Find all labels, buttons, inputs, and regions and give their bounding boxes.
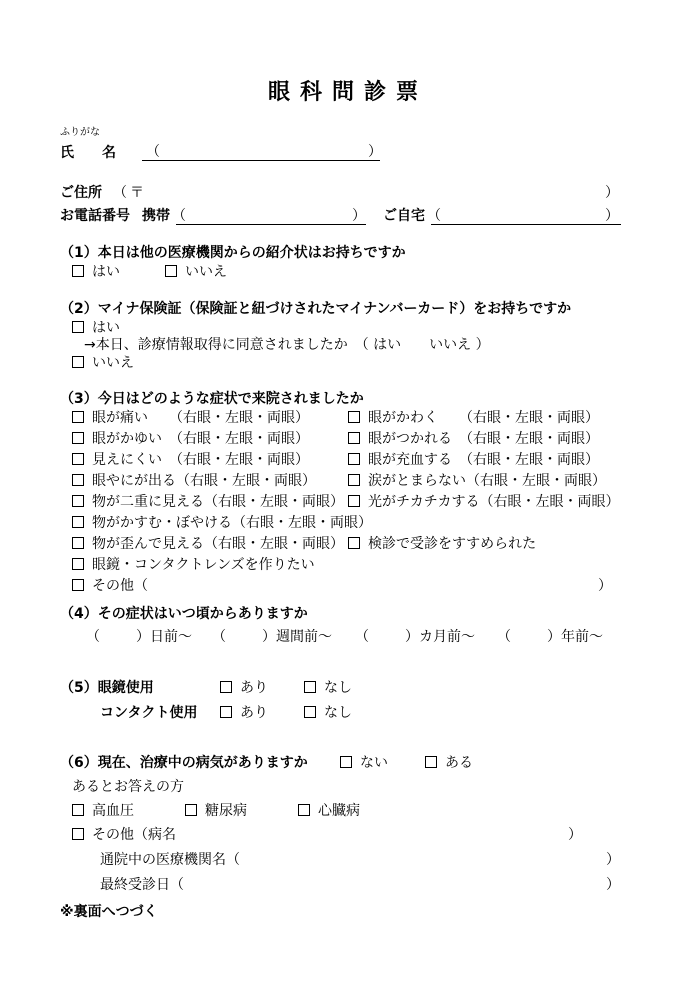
q4-text: （4）その症状はいつ頃からありますか [60,606,308,622]
checkbox[interactable] [72,516,84,528]
symptom-option[interactable]: 眼がかわく （右眼・左眼・両眼） [348,411,599,425]
symptom-option[interactable]: 物が歪んで見える（右眼・左眼・両眼） [72,537,344,551]
disease-option[interactable]: 高血圧 [72,804,134,818]
checkbox[interactable] [348,453,360,465]
glasses-yes[interactable]: あり [220,681,268,695]
symptom-option[interactable]: 見えにくい （右眼・左眼・両眼） [72,453,309,467]
hospital-label[interactable]: 通院中の医療機関名（ [100,852,240,868]
disease-other[interactable]: その他（病名 [72,828,176,842]
q2-yes[interactable]: はい [72,321,120,335]
checkbox[interactable] [348,411,360,423]
checkbox[interactable] [348,432,360,444]
onset-weeks[interactable]: （ ）週間前～ [212,629,332,645]
q2-text: （2）マイナ保険証（保険証と紐づけされたマイナンバーカード）をお持ちですか [60,301,572,317]
symptom-option[interactable]: 物がかすむ・ぼやける（右眼・左眼・両眼） [72,516,372,530]
checkbox[interactable] [72,321,84,333]
checkbox[interactable] [72,265,84,277]
mobile-label: 携帯 [142,208,170,224]
checkbox[interactable] [72,537,84,549]
home-paren-open: （ [427,208,441,224]
symptom-option[interactable]: 眼が充血する （右眼・左眼・両眼） [348,453,599,467]
checkbox[interactable] [348,537,360,549]
symptom-option[interactable]: 涙がとまらない（右眼・左眼・両眼） [348,474,606,488]
last-visit-close: ） [606,877,620,893]
q1-yes[interactable]: はい [72,265,120,279]
checkbox[interactable] [72,579,84,591]
onset-days[interactable]: （ ）日前～ [86,629,192,645]
name-field[interactable] [142,160,380,161]
checkbox[interactable] [72,495,84,507]
contact-no[interactable]: なし [304,706,352,720]
q6-text: （6）現在、治療中の病気がありますか [60,755,308,771]
onset-months[interactable]: （ ）カ月前～ [355,629,475,645]
disease-option[interactable]: 糖尿病 [185,804,247,818]
symptom-option[interactable]: 光がチカチカする（右眼・左眼・両眼） [348,495,619,509]
address-label: ご住所 [60,185,102,201]
checkbox[interactable] [298,804,310,816]
symptom-option[interactable]: 眼が痛い （右眼・左眼・両眼） [72,411,309,425]
checkbox[interactable] [72,828,84,840]
checkbox[interactable] [220,681,232,693]
contact-yes[interactable]: あり [220,706,268,720]
q2-no[interactable]: いいえ [72,356,134,370]
hospital-close: ） [606,852,620,868]
symptom-option[interactable]: 眼鏡・コンタクトレンズを作りたい [72,558,315,572]
symptom-option[interactable]: 物が二重に見える（右眼・左眼・両眼） [72,495,344,509]
symptom-other[interactable]: その他（ [72,579,148,593]
name-label: 氏 名 [60,145,116,161]
q3-text: （3）今日はどのような症状で来院されましたか [60,391,364,407]
answer-note: あるとお答えの方 [72,779,184,795]
contact-label: コンタクト使用 [100,705,198,721]
checkbox[interactable] [340,756,352,768]
checkbox[interactable] [72,558,84,570]
checkbox[interactable] [425,756,437,768]
mobile-paren-close: ） [352,208,366,224]
q1-text: （1）本日は他の医療機関からの紹介状はお持ちですか [60,245,406,261]
checkbox[interactable] [348,474,360,486]
footer-note: ※裏面へつづく [60,904,158,920]
q1-no[interactable]: いいえ [165,265,227,279]
onset-years[interactable]: （ ）年前～ [497,629,603,645]
symptom-other-close: ） [598,578,612,594]
q2-sub: →本日、診療情報取得に同意されましたか （ はい いいえ ） [84,337,490,353]
disease-none[interactable]: ない [340,756,388,770]
postal-mark: 〒 [130,185,144,201]
checkbox[interactable] [165,265,177,277]
disease-other-close: ） [568,827,582,843]
address-paren-open: （ [113,185,127,201]
address-paren-close: ） [605,185,619,201]
phone-label: お電話番号 [60,208,130,224]
checkbox[interactable] [348,495,360,507]
home-field[interactable] [431,224,621,225]
checkbox[interactable] [72,453,84,465]
home-label: ご自宅 [383,208,425,224]
symptom-option[interactable]: 検診で受診をすすめられた [348,537,536,551]
home-paren-close: ） [605,208,619,224]
last-visit-label[interactable]: 最終受診日（ [100,877,184,893]
disease-option[interactable]: 心臓病 [298,804,360,818]
symptom-option[interactable]: 眼がかゆい （右眼・左眼・両眼） [72,432,309,446]
checkbox[interactable] [185,804,197,816]
q5-text: （5）眼鏡使用 [60,680,154,696]
mobile-paren-open: （ [172,208,186,224]
checkbox[interactable] [72,432,84,444]
mobile-field[interactable] [176,224,366,225]
checkbox[interactable] [72,804,84,816]
checkbox[interactable] [72,356,84,368]
symptom-option[interactable]: 眼やにが出る（右眼・左眼・両眼） [72,474,316,488]
checkbox[interactable] [304,681,316,693]
name-paren-open: （ [146,144,160,160]
symptom-option[interactable]: 眼がつかれる （右眼・左眼・両眼） [348,432,599,446]
checkbox[interactable] [220,706,232,718]
checkbox[interactable] [304,706,316,718]
furigana-label: ふりがな [60,127,100,138]
checkbox[interactable] [72,474,84,486]
glasses-no[interactable]: なし [304,681,352,695]
checkbox[interactable] [72,411,84,423]
name-paren-close: ） [368,144,382,160]
page-title: 眼科問診票 [268,80,429,105]
disease-have[interactable]: ある [425,756,473,770]
